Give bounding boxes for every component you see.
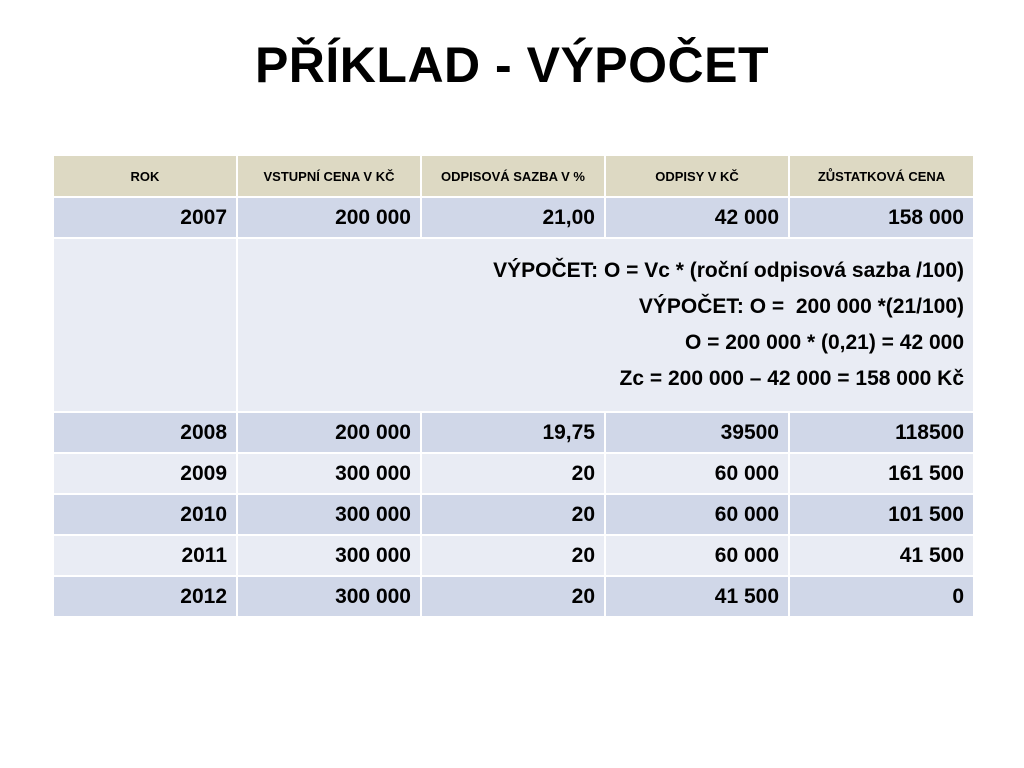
cell-residual: 0 [789, 576, 974, 617]
cell-residual: 101 500 [789, 494, 974, 535]
calculation-line-residual: Zc = 200 000 – 42 000 = 158 000 Kč [619, 367, 964, 390]
cell-residual: 158 000 [789, 197, 974, 238]
header-rok: ROK [53, 155, 237, 197]
cell-depreciation: 60 000 [605, 535, 789, 576]
cell-rate: 20 [421, 453, 605, 494]
cell-input-price: 200 000 [237, 412, 421, 453]
cell-input-price: 200 000 [237, 197, 421, 238]
table-row [53, 535, 974, 576]
cell-depreciation: 42 000 [605, 197, 789, 238]
cell-year: 2007 [53, 197, 237, 238]
cell-year: 2011 [53, 535, 237, 576]
cell-input-price: 300 000 [237, 576, 421, 617]
depreciation-table [52, 154, 975, 618]
cell-year: 2008 [53, 412, 237, 453]
table-row [53, 453, 974, 494]
table-row [53, 494, 974, 535]
table-row [53, 576, 974, 617]
cell-rate: 20 [421, 576, 605, 617]
calculation-box [237, 238, 974, 412]
cell-residual: 118500 [789, 412, 974, 453]
calculation-row [53, 238, 974, 412]
cell-depreciation: 39500 [605, 412, 789, 453]
header-odpisova-sazba: ODPISOVÁ SAZBA V % [421, 155, 605, 197]
cell-residual: 41 500 [789, 535, 974, 576]
cell-depreciation: 41 500 [605, 576, 789, 617]
header-odpisy: ODPISY V KČ [605, 155, 789, 197]
cell-residual: 161 500 [789, 453, 974, 494]
calculation-line-substitution: VÝPOČET: O = 200 000 *(21/100) [638, 295, 964, 318]
cell-input-price: 300 000 [237, 494, 421, 535]
slide-title: PŘÍKLAD - VÝPOČET [254, 37, 770, 93]
cell-depreciation: 60 000 [605, 453, 789, 494]
cell-input-price: 300 000 [237, 453, 421, 494]
header-vstupni-cena: VSTUPNÍ CENA V KČ [237, 155, 421, 197]
cell-year: 2009 [53, 453, 237, 494]
header-zustatkova-cena: ZŮSTATKOVÁ CENA [789, 155, 974, 197]
calculation-line-result: O = 200 000 * (0,21) = 42 000 [684, 331, 964, 354]
table-header-row [53, 155, 974, 197]
cell-rate: 20 [421, 494, 605, 535]
calculation-line-formula: VÝPOČET: O = Vc * (roční odpisová sazba /100) [493, 259, 964, 282]
table-row [53, 412, 974, 453]
cell-input-price: 300 000 [237, 535, 421, 576]
cell-depreciation: 60 000 [605, 494, 789, 535]
cell-rate: 20 [421, 535, 605, 576]
table-row [53, 197, 974, 238]
cell-rate: 21,00 [421, 197, 605, 238]
cell-year: 2012 [53, 576, 237, 617]
cell-rate: 19,75 [421, 412, 605, 453]
cell-year: 2010 [53, 494, 237, 535]
calculation-empty-cell [53, 238, 237, 412]
